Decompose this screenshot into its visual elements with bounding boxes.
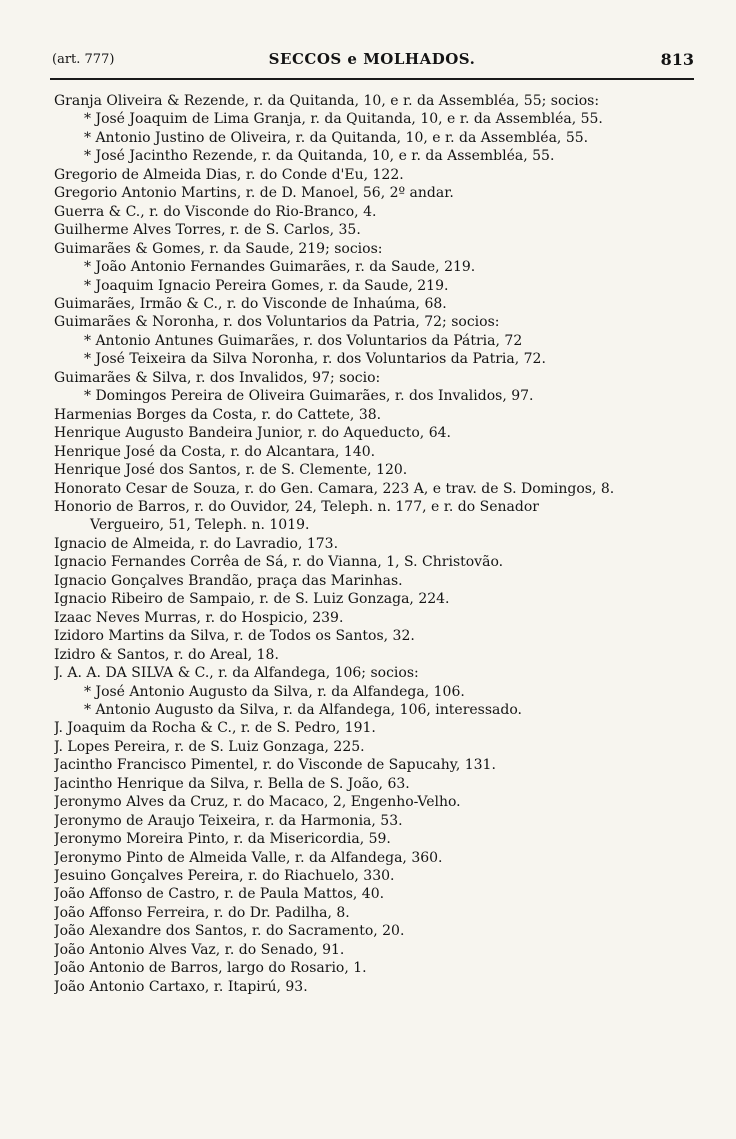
directory-entry: Guimarães & Noronha, r. dos Voluntarios da Patria, 72; socios: [54,314,500,331]
directory-entry: Izidoro Martins da Silva, r. de Todos os Santos, 32. [54,628,415,645]
directory-entry: Gregorio Antonio Martins, r. de D. Manoel, 56, 2º andar. [54,185,454,202]
directory-entry: Jacintho Francisco Pimentel, r. do Visconde de Sapucahy, 131. [54,757,496,774]
directory-entry: Ignacio Ribeiro de Sampaio, r. de S. Luiz Gonzaga, 224. [54,591,450,608]
partner-entry: * José Antonio Augusto da Silva, r. da Alfandega, 106. [84,683,465,700]
directory-entry: Jeronymo Pinto de Almeida Valle, r. da Alfandega, 360. [54,849,443,866]
directory-entry: Jesuino Gonçalves Pereira, r. do Riachuelo, 330. [54,868,395,885]
partner-entry: * José Jacintho Rezende, r. da Quitanda, 10, e r. da Assembléa, 55. [84,148,555,165]
directory-entry: Henrique José dos Santos, r. de S. Clemente, 120. [54,462,408,479]
article-reference: (art. 777) [52,52,115,67]
directory-entry: João Affonso Ferreira, r. do Dr. Padilha, 8. [54,904,350,921]
partner-entry: * José Joaquim de Lima Granja, r. da Quitanda, 10, e r. da Assembléa, 55. [84,111,603,128]
directory-entry: Jeronymo Alves da Cruz, r. do Macaco, 2, Engenho-Velho. [54,794,461,811]
entry-continuation: Vergueiro, 51, Teleph. n. 1019. [90,517,310,534]
partner-entry: * João Antonio Fernandes Guimarães, r. da Saude, 219. [84,259,476,276]
directory-entry: Guimarães, Irmão & C., r. do Visconde de Inhaúma, 68. [54,295,447,312]
partner-entry: * Antonio Augusto da Silva, r. da Alfandega, 106, interessado. [84,701,522,718]
partner-entry: * José Teixeira da Silva Noronha, r. dos Voluntarios da Patria, 72. [84,351,546,368]
partner-entry: * Antonio Justino de Oliveira, r. da Quitanda, 10, e r. da Assembléa, 55. [84,129,589,146]
directory-entry: Guimarães & Silva, r. dos Invalidos, 97; socio: [54,369,381,386]
directory-entry: Jacintho Henrique da Silva, r. Bella de S. João, 63. [54,775,410,792]
directory-entry: Ignacio Fernandes Corrêa de Sá, r. do Vianna, 1, S. Christovão. [54,554,504,571]
partner-entry: * Domingos Pereira de Oliveira Guimarães, r. dos Invalidos, 97. [84,388,534,405]
section-title: SECCOS e MOLHADOS. [268,50,476,68]
directory-entry: João Affonso de Castro, r. de Paula Mattos, 40. [54,886,385,903]
page-number: 813 [660,50,694,69]
directory-entry: Jeronymo de Araujo Teixeira, r. da Harmonia, 53. [54,812,403,829]
directory-entry: Guimarães & Gomes, r. da Saude, 219; socios: [54,240,383,257]
directory-entry: Henrique Augusto Bandeira Junior, r. do Aqueducto, 64. [54,425,451,442]
directory-entry: Honorato Cesar de Souza, r. do Gen. Camara, 223 A, e trav. de S. Domingos, 8. [54,480,615,497]
partner-entry: * Antonio Antunes Guimarães, r. dos Voluntarios da Pátria, 72 [84,332,523,349]
directory-entry: Gregorio de Almeida Dias, r. do Conde d'Eu, 122. [54,166,404,183]
directory-entry: João Alexandre dos Santos, r. do Sacramento, 20. [54,923,405,940]
directory-entry: Jeronymo Moreira Pinto, r. da Misericordia, 59. [54,831,391,848]
directory-entry: J. A. A. DA SILVA & C., r. da Alfandega, 106; socios: [54,665,419,682]
entry-list [54,92,696,996]
directory-entry: J. Joaquim da Rocha & C., r. de S. Pedro, 191. [54,720,376,737]
directory-entry: Henrique José da Costa, r. do Alcantara, 140. [54,443,376,460]
directory-entry: Granja Oliveira & Rezende, r. da Quitanda, 10, e r. da Assembléa, 55; socios: [54,93,600,109]
page-header [50,44,694,80]
directory-entry: Guilherme Alves Torres, r. de S. Carlos, 35. [54,222,361,239]
directory-entry: Harmenias Borges da Costa, r. do Cattete, 38. [54,406,382,423]
directory-entry: Honorio de Barros, r. do Ouvidor, 24, Teleph. n. 177, e r. do Senador [54,498,539,515]
directory-entry: João Antonio Alves Vaz, r. do Senado, 91. [54,941,345,958]
directory-entry: Ignacio de Almeida, r. do Lavradio, 173. [54,535,339,552]
directory-entry: Izaac Neves Murras, r. do Hospicio, 239. [54,609,344,626]
directory-entry: Izidro & Santos, r. do Areal, 18. [54,646,279,663]
partner-entry: * Joaquim Ignacio Pereira Gomes, r. da Saude, 219. [84,277,449,294]
directory-entry: J. Lopes Pereira, r. de S. Luiz Gonzaga, 225. [54,738,365,755]
directory-entry: João Antonio de Barros, largo do Rosario, 1. [54,960,367,977]
directory-entry: Ignacio Gonçalves Brandão, praça das Marinhas. [54,572,403,589]
directory-entry: João Antonio Cartaxo, r. Itapirú, 93. [54,978,308,995]
directory-entry: Guerra & C., r. do Visconde do Rio-Branco, 4. [54,203,377,220]
